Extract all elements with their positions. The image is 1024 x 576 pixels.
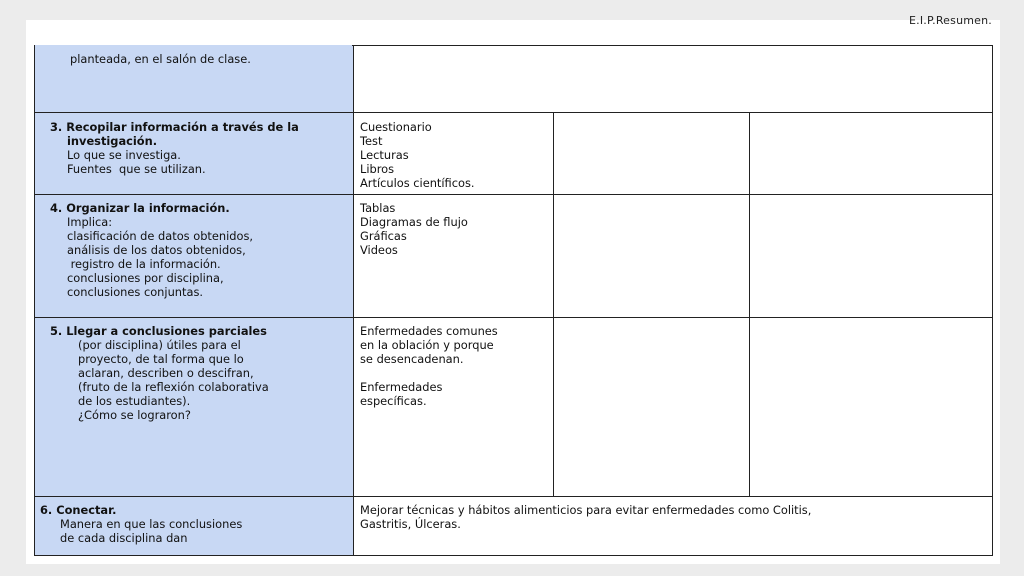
slide: [26, 14, 1000, 564]
row3-title: 3. Recopilar información a través de la: [50, 120, 299, 134]
row4-right-line: Gráficas: [360, 229, 407, 243]
row4-left-line: conclusiones por disciplina,: [67, 271, 224, 285]
row3-left-line: Lo que se investiga.: [67, 148, 181, 162]
row4-left-line: clasificación de datos obtenidos,: [67, 229, 254, 243]
row5-left-line: aclaran, describen o descifran,: [78, 366, 254, 380]
row5-left-line: (por disciplina) útiles para el: [78, 338, 241, 352]
table-border-right: [992, 45, 993, 555]
table-border-bottom: [34, 555, 993, 556]
row4-left-line: análisis de los datos obtenidos,: [67, 243, 246, 257]
row3-title-cont: investigación.: [67, 134, 158, 148]
table-border-top: [352, 45, 992, 46]
row4-left-line: Implica:: [67, 215, 113, 229]
row3-right-line: Artículos científicos.: [360, 176, 475, 190]
header-label: E.I.P.Resumen.: [909, 14, 992, 27]
row-separator: [34, 317, 993, 318]
row3-right-line: Lecturas: [360, 148, 409, 162]
row5-left-line: proyecto, de tal forma que lo: [78, 352, 244, 366]
row4-right-line: Videos: [360, 243, 398, 257]
row3-right-line: Cuestionario: [360, 120, 432, 134]
row-separator: [34, 496, 993, 497]
row-separator: [34, 112, 993, 113]
row5-left-line: de los estudiantes).: [78, 394, 191, 408]
row4-left-line: registro de la información.: [67, 257, 221, 271]
row5-title: 5. Llegar a conclusiones parciales: [50, 324, 267, 338]
row5-left-line: (fruto de la reflexión colaborativa: [78, 380, 269, 394]
row3-right-line: Libros: [360, 162, 395, 176]
row3-left-line: Fuentes que se utilizan.: [67, 162, 206, 176]
column-separator: [553, 112, 554, 496]
row6-left-line: de cada disciplina dan: [60, 531, 188, 545]
row6-right-line: Gastritis, Úlceras.: [360, 517, 461, 531]
row5-right-line: se desencadenan.: [360, 352, 464, 366]
row5-left-line: ¿Cómo se lograron?: [78, 408, 191, 422]
column-separator: [749, 112, 750, 496]
row4-title: 4. Organizar la información.: [50, 201, 230, 215]
row3-right-line: Test: [360, 134, 383, 148]
row4-left-line: conclusiones conjuntas.: [67, 285, 204, 299]
row5-right-line: específicas.: [360, 394, 427, 408]
row4-right-line: Tablas: [360, 201, 396, 215]
row6-title: 6. Conectar.: [40, 503, 117, 517]
table: [26, 20, 1000, 564]
row1-left-line: planteada, en el salón de clase.: [70, 52, 251, 66]
row5-right-line: Enfermedades comunes: [360, 324, 498, 338]
row5-right-line: Enfermedades: [360, 380, 443, 394]
row4-right-line: Diagramas de flujo: [360, 215, 468, 229]
row6-right-line: Mejorar técnicas y hábitos alimenticios para evitar enfermedades como Colitis,: [360, 503, 812, 517]
row6-left-line: Manera en que las conclusiones: [60, 517, 243, 531]
row5-right-line: en la oblación y porque: [360, 338, 494, 352]
row-separator: [34, 194, 993, 195]
